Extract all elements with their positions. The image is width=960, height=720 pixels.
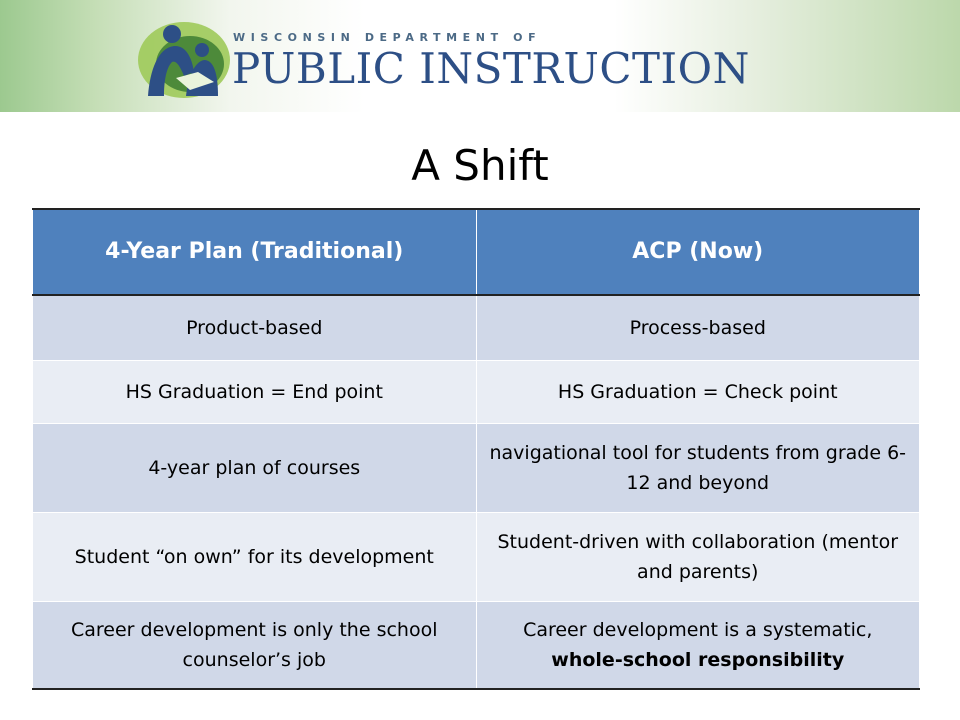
table-cell-acp: Student-driven with collaboration (mentor and parents)	[476, 513, 920, 602]
table-row	[33, 602, 920, 690]
table-cell-traditional: HS Graduation = End point	[33, 361, 477, 424]
table-cell-traditional: Student “on own” for its development	[33, 513, 477, 602]
table-row	[33, 361, 920, 424]
slide-title: A Shift	[411, 141, 549, 190]
cell-emphasis-text: whole-school responsibility	[551, 649, 845, 671]
column-header-traditional: 4-Year Plan (Traditional)	[33, 209, 477, 295]
comparison-table	[32, 208, 920, 690]
table-row	[33, 424, 920, 513]
column-header-acp: ACP (Now)	[476, 209, 920, 295]
table-cell-acp: navigational tool for students from grade 6-12 and beyond	[476, 424, 920, 513]
dpi-logo-icon	[128, 14, 240, 100]
table-row	[33, 295, 920, 361]
logo-text-main: PUBLIC INSTRUCTION	[232, 44, 750, 93]
table-cell-traditional: Product-based	[33, 295, 477, 361]
header-banner	[0, 0, 960, 112]
table-cell-acp: Process-based	[476, 295, 920, 361]
cell-text: Career development is a systematic,	[523, 619, 873, 641]
logo-text-top: WISCONSIN DEPARTMENT OF	[233, 31, 542, 44]
table-cell-acp	[476, 602, 920, 690]
table-cell-acp: HS Graduation = Check point	[476, 361, 920, 424]
table-row	[33, 513, 920, 602]
table-header-row	[33, 209, 920, 295]
table-cell-traditional: Career development is only the school counselor’s job	[33, 602, 477, 690]
table-cell-traditional: 4-year plan of courses	[33, 424, 477, 513]
